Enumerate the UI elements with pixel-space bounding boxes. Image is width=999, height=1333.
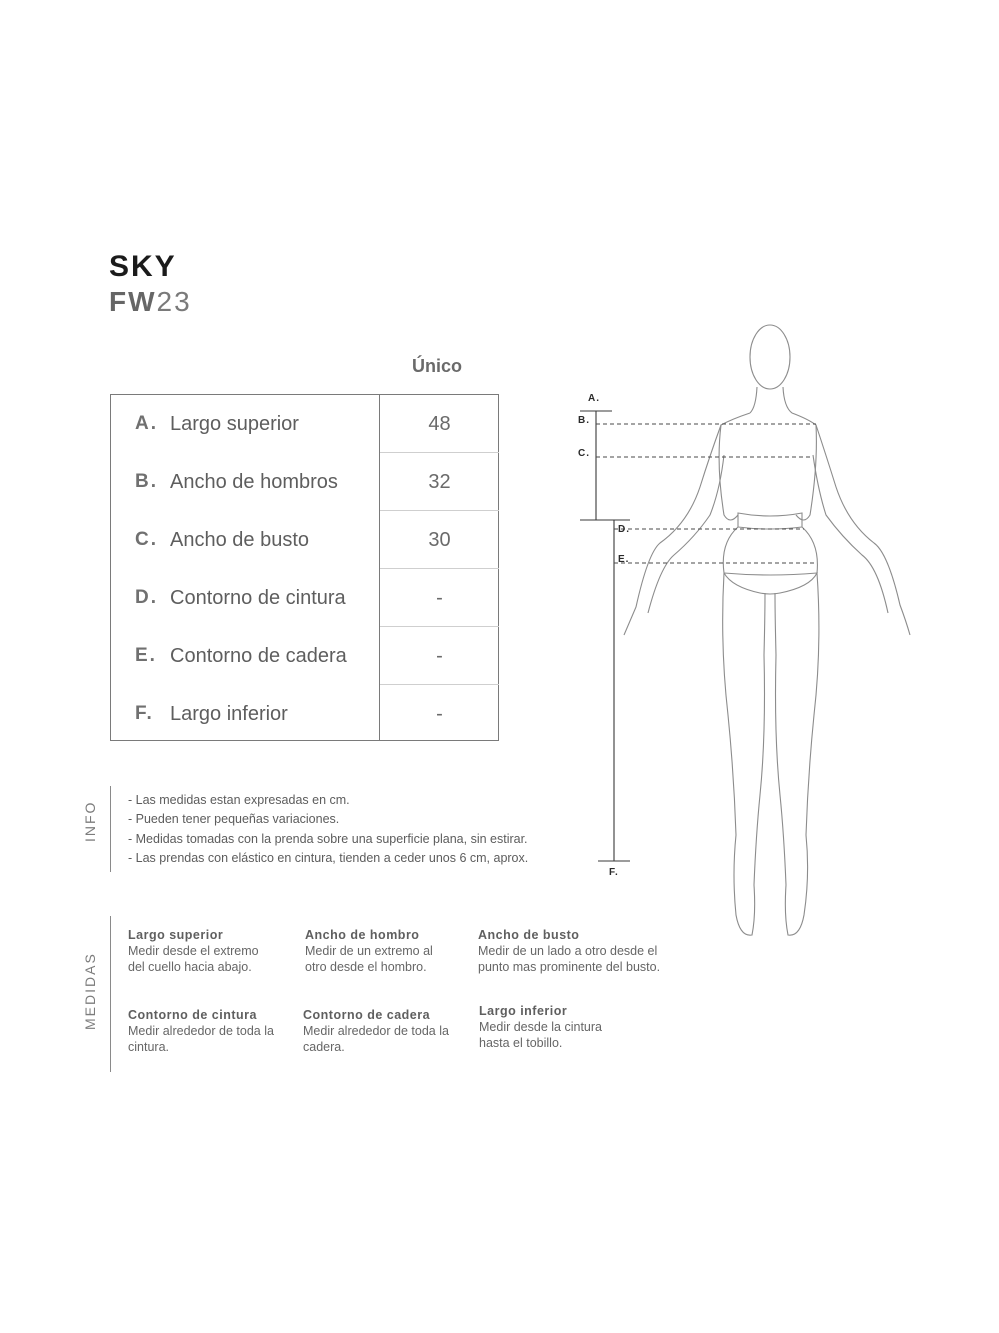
medida-title: Ancho de hombro bbox=[305, 928, 420, 942]
info-note: - Las medidas estan expresadas en cm. bbox=[128, 793, 350, 807]
row-letter: E. bbox=[135, 645, 157, 666]
body-figure bbox=[560, 315, 940, 950]
size-table bbox=[110, 394, 499, 741]
row-letter: A. bbox=[135, 413, 158, 434]
medida-desc: Medir desde el extremo del cuello hacia abajo. bbox=[128, 944, 259, 974]
row-name: Contorno de cintura bbox=[170, 587, 346, 609]
size-column-header: Único bbox=[412, 356, 463, 376]
row-name: Contorno de cadera bbox=[170, 645, 347, 667]
guide-label-e: E. bbox=[618, 554, 630, 565]
season-title bbox=[109, 286, 192, 318]
medida-title: Ancho de busto bbox=[478, 928, 580, 942]
table-row bbox=[111, 627, 498, 685]
row-name: Largo superior bbox=[170, 413, 299, 435]
product-title: SKY bbox=[109, 250, 177, 283]
guide-label-d: D. bbox=[618, 524, 630, 535]
row-name: Ancho de hombros bbox=[170, 471, 338, 493]
row-value: 32 bbox=[428, 471, 451, 493]
medida-item bbox=[303, 1007, 478, 1055]
medida-desc: Medir alrededor de toda la cintura. bbox=[128, 1024, 274, 1054]
medidas-label: MEDIDAS bbox=[82, 952, 98, 1030]
table-row bbox=[111, 511, 498, 569]
medida-desc: Medir de un lado a otro desde el punto mas prominente del busto. bbox=[478, 944, 661, 974]
guide-label-c: C. bbox=[578, 448, 590, 459]
table-row bbox=[111, 395, 498, 453]
guide-label-a: A. bbox=[588, 393, 600, 404]
season-year: 23 bbox=[156, 286, 192, 317]
info-note: - Pueden tener pequeñas variaciones. bbox=[128, 812, 340, 827]
table-row bbox=[111, 685, 498, 743]
medida-desc: Medir alrededor de toda la cadera. bbox=[303, 1024, 449, 1054]
medida-desc: Medir de un extremo al otro desde el hombro. bbox=[305, 944, 433, 974]
table-row bbox=[111, 569, 498, 627]
row-name: Ancho de busto bbox=[170, 529, 309, 551]
row-value: - bbox=[436, 703, 443, 725]
season-code: FW bbox=[109, 286, 157, 317]
medida-title: Largo superior bbox=[128, 928, 224, 942]
guide-label-b: B. bbox=[578, 415, 590, 426]
medida-title: Contorno de cintura bbox=[128, 1008, 257, 1022]
guide-label-f: F. bbox=[609, 867, 619, 878]
medida-item bbox=[479, 1003, 654, 1051]
medida-title: Contorno de cadera bbox=[303, 1008, 431, 1022]
row-letter: F. bbox=[135, 703, 154, 724]
info-bar bbox=[110, 786, 111, 872]
row-letter: B. bbox=[135, 471, 158, 492]
medida-item bbox=[128, 1007, 303, 1055]
info-note: - Medidas tomadas con la prenda sobre una superficie plana, sin estirar. bbox=[128, 831, 528, 846]
medida-item bbox=[128, 927, 303, 975]
medidas-bar bbox=[110, 916, 111, 1072]
row-value: 48 bbox=[428, 413, 451, 435]
row-value: 30 bbox=[428, 529, 451, 551]
medida-item bbox=[305, 927, 480, 975]
table-row bbox=[111, 453, 498, 511]
row-letter: D. bbox=[135, 587, 158, 608]
info-notes bbox=[128, 791, 528, 868]
medida-title: Largo inferior bbox=[479, 1004, 568, 1018]
row-letter: C. bbox=[135, 529, 158, 550]
row-value: - bbox=[436, 587, 443, 609]
medida-desc: Medir desde la cintura hasta el tobillo. bbox=[479, 1020, 602, 1050]
mannequin-illustration bbox=[560, 315, 940, 945]
info-label: INFO bbox=[82, 800, 98, 842]
row-value: - bbox=[436, 645, 443, 667]
info-note: - Las prendas con elástico en cintura, tienden a ceder unos 6 cm, aprox. bbox=[128, 850, 529, 865]
row-name: Largo inferior bbox=[170, 703, 288, 725]
